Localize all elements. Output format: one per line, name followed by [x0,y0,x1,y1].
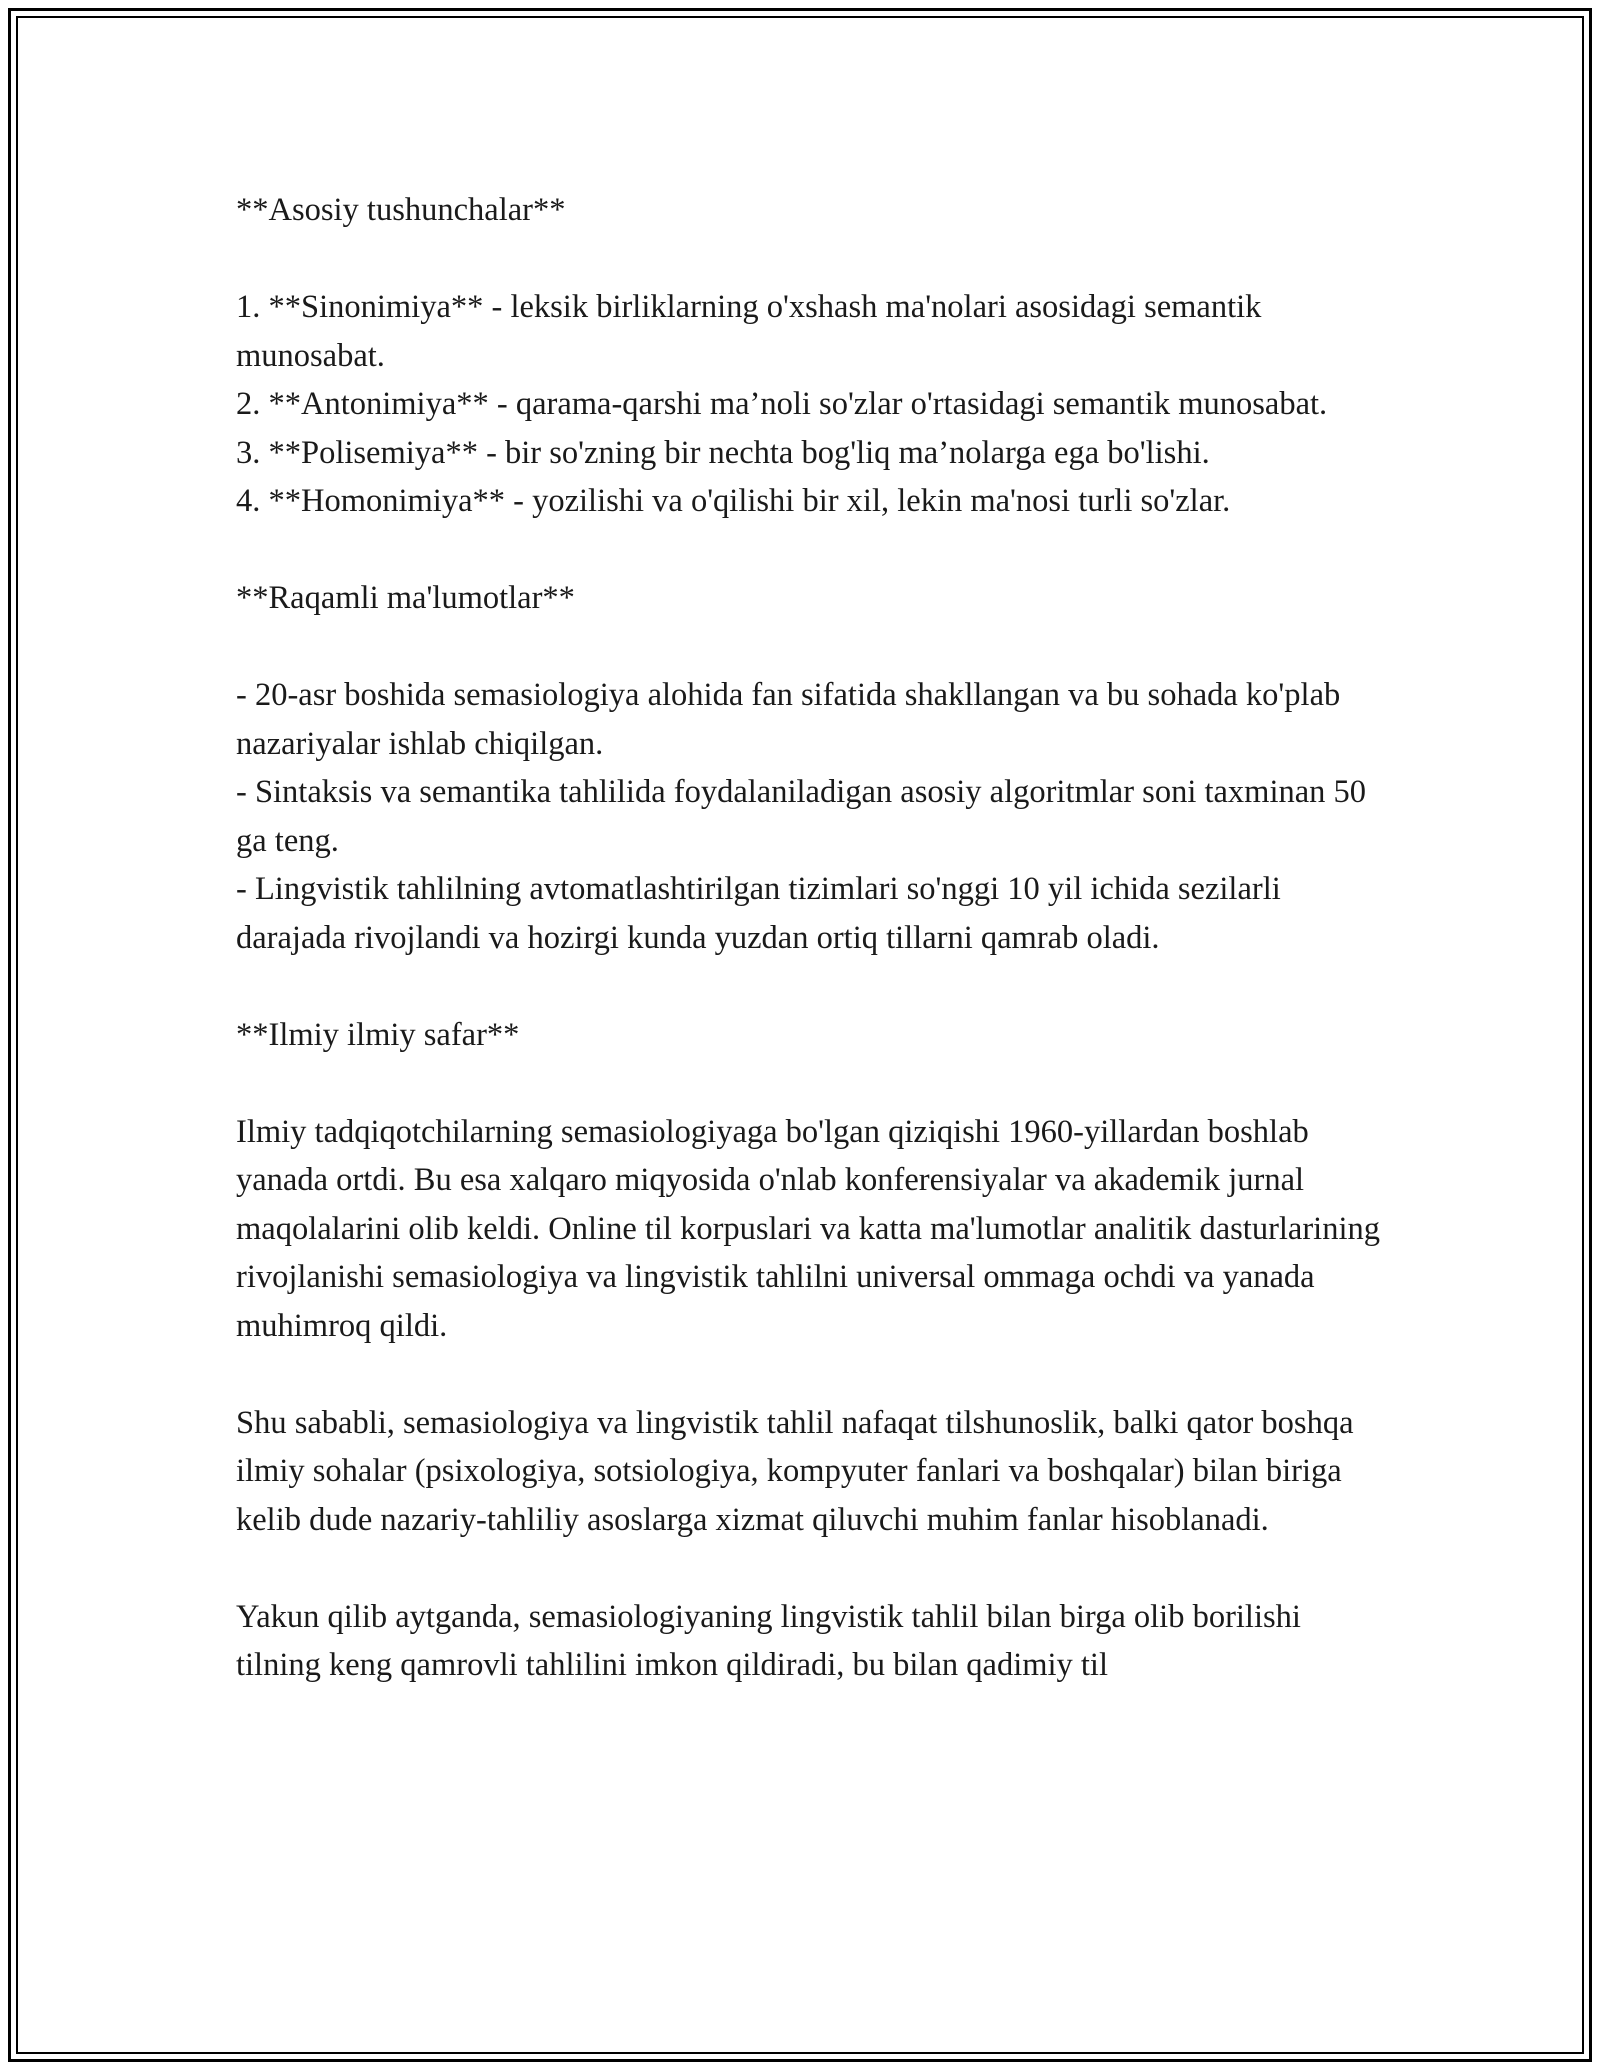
list-item: - Sintaksis va semantika tahlilida foydalaniladigan asosiy algoritmlar soni taxminan 50 ga teng. [236,774,1367,859]
document-body [236,186,1386,1738]
paragraph: Shu sababli, semasiologiya va lingvistik tahlil nafaqat tilshunoslik, balki qator boshqa ilmiy sohalar (psixologiya, sotsiologiya, kompyuter fanlari va boshqalar) bilan biriga kelib dude nazariy-tahliliy asoslarga xizmat qiluvchi muhim fanlar hisoblanadi. [236,1404,1354,1538]
numeric-data-list [236,671,1386,962]
section-heading-numeric-data: **Raqamli ma'lumotlar** [236,580,575,616]
paragraph: Ilmiy tadqiqotchilarning semasiologiyaga bo'lgan qiziqishi 1960-yillardan boshlab yanada ortdi. Bu esa xalqaro miqyosida o'nlab konferensiyalar va akademik jurnal maqolalarini olib keldi. Online til korpuslari va katta ma'lumotlar analitik dasturlarining rivojlanishi semasiologiya va lingvistik tahlilni universal ommaga ochdi va yanada muhimroq qildi. [236,1113,1380,1344]
list-item: 3. **Polisemiya** - bir so'zning bir nechta bog'liq ma’nolarga ega bo'lishi. [236,434,1210,471]
list-item: 2. **Antonimiya** - qarama-qarshi ma’noli so'zlar o'rtasidagi semantik munosabat. [236,386,1328,422]
list-item: 1. **Sinonimiya** - leksik birliklarning o'xshash ma'nolari asosidagi semantik munosabat. [236,289,1262,374]
list-item: 4. **Homonimiya** - yozilishi va o'qilishi bir xil, lekin ma'nosi turli so'zlar. [236,483,1231,519]
list-item: - 20-asr boshida semasiologiya alohida fan sifatida shakllangan va bu sohada ko'plab nazariyalar ishlab chiqilgan. [236,677,1341,762]
section-heading-key-concepts: **Asosiy tushunchalar** [236,192,566,228]
concepts-list [236,283,1386,526]
paragraph: Yakun qilib aytganda, semasiologiyaning lingvistik tahlil bilan birga olib borilishi tilning keng qamrovli tahlilini imkon qildiradi, bu bilan qadimiy til [236,1598,1301,1683]
list-item: - Lingvistik tahlilning avtomatlashtirilgan tizimlari so'nggi 10 yil ichida sezilarli darajada rivojlandi va hozirgi kunda yuzdan ortiq tillarni qamrab oladi. [236,871,1281,956]
section-heading-scientific: **Ilmiy ilmiy safar** [236,1016,520,1053]
